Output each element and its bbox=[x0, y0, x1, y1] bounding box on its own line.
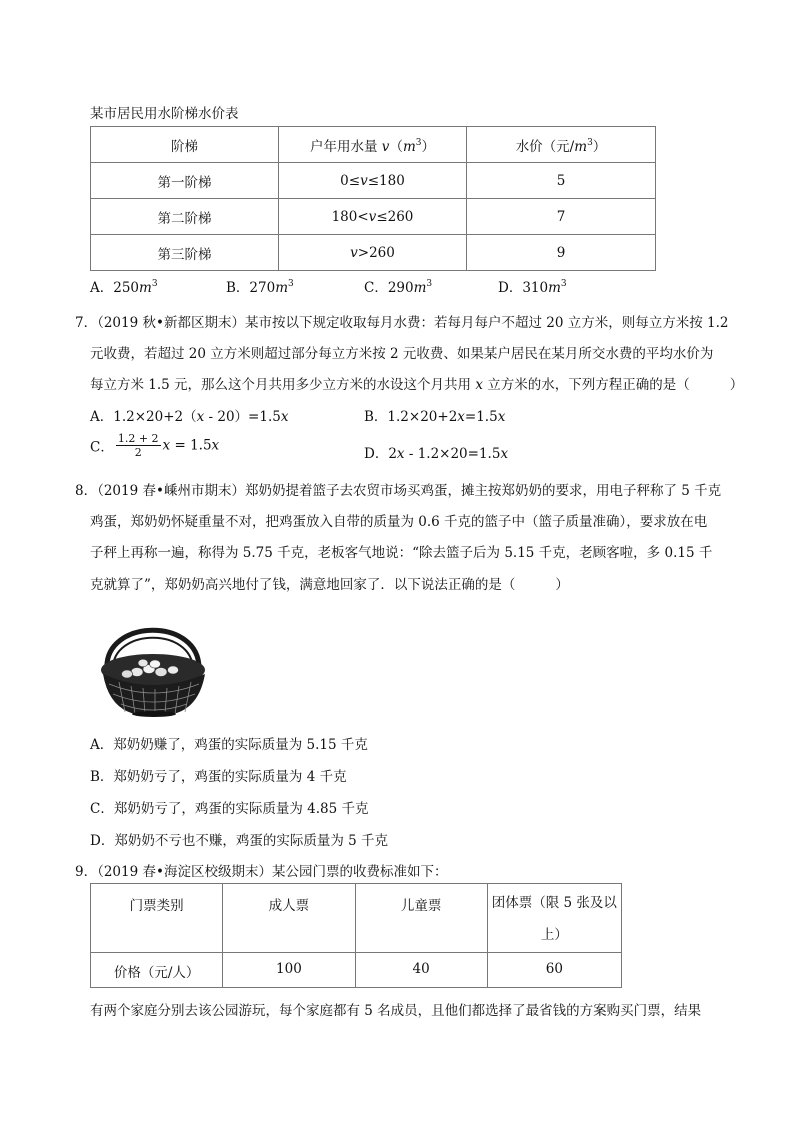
q8-text-line: 克就算了”，郑奶奶高兴地付了钱，满意地回家了．以下说法正确的是（ ） bbox=[90, 577, 569, 593]
table-header-row bbox=[91, 884, 622, 953]
range-cell: 0≤v≤180 bbox=[279, 163, 467, 199]
q7-text-line: 7．（2019 秋•新都区期末）某市按以下规定收取每月水费：若每月每户不超过 20 立方米，则每立方米按 1.2 bbox=[75, 315, 729, 331]
q7-option-b: B．1.2×20+2x=1.5x bbox=[364, 409, 506, 425]
range-cell: 180<v≤260 bbox=[279, 199, 467, 235]
q8-text-line: 鸡蛋，郑奶奶怀疑重量不对，把鸡蛋放入自带的质量为 0.6 千克的篮子中（篮子质量准确），要求放在电 bbox=[90, 514, 708, 530]
range-cell: v>260 bbox=[279, 235, 467, 271]
q8-option-c: C．郑奶奶亏了，鸡蛋的实际质量为 4.85 千克 bbox=[90, 801, 369, 817]
q7-text-line: 元收费，若超过 20 立方米则超过部分每立方米按 2 元收费、如果某户居民在某月所交水费的平均水价为 bbox=[90, 346, 714, 362]
q6-option-d: D．$310m^3$ bbox=[498, 279, 567, 296]
q8-text-line: 8．（2019 春•嵊州市期末）郑奶奶提着篮子去农贸市场买鸡蛋，摊主按郑奶奶的要求，用电子秤称了 5 千克 bbox=[75, 483, 722, 499]
price-cell: 9 bbox=[467, 235, 656, 271]
header-cell: 户年用水量 $v(m^3)$ bbox=[279, 127, 467, 163]
price-cell: 40 bbox=[355, 953, 487, 988]
q8-option-a: A．郑奶奶赚了，鸡蛋的实际质量为 5.15 千克 bbox=[90, 737, 368, 753]
egg-basket-image bbox=[95, 608, 210, 720]
q9-text-line: 9．（2019 春•海淀区校级期末）某公园门票的收费标准如下： bbox=[75, 864, 448, 880]
q8-text-line: 子秤上再称一遍，称得为 5.75 千克，老板客气地说：“除去篮子后为 5.15 千克，老顾客啦，多 0.15 千 bbox=[90, 545, 713, 561]
q7-text-line: 每立方米 1.5 元，那么这个月共用多少立方米的水设这个月共用 x 立方米的水，下列方程正确的是（ ） bbox=[90, 377, 744, 393]
table-title: 某市居民用水阶梯水价表 bbox=[90, 106, 239, 122]
header-cell: 门票类别 bbox=[91, 884, 223, 953]
q8-option-d: D．郑奶奶不亏也不赚，鸡蛋的实际质量为 5 千克 bbox=[90, 833, 388, 849]
water-price-table bbox=[90, 126, 656, 271]
q7-option-d: D．2x - 1.2×20=1.5x bbox=[364, 446, 509, 462]
price-cell: 7 bbox=[467, 199, 656, 235]
q9-text-line: 有两个家庭分别去该公园游玩，每个家庭都有 5 名成员，且他们都选择了最省钱的方案购买门票，结果 bbox=[90, 1003, 702, 1019]
price-label-cell: 价格（元/人） bbox=[91, 953, 223, 988]
header-cell: 儿童票 bbox=[355, 884, 487, 953]
fraction: $\frac{1.2 + 2}{2}$ bbox=[117, 432, 159, 459]
table-header-row bbox=[91, 127, 656, 163]
header-cell: 成人票 bbox=[223, 884, 355, 953]
header-cell: 团体票（限 5 张及以 上） bbox=[487, 884, 621, 953]
tier-cell: 第二阶梯 bbox=[91, 199, 279, 235]
table-row bbox=[91, 163, 656, 199]
tier-cell: 第三阶梯 bbox=[91, 235, 279, 271]
table-row bbox=[91, 199, 656, 235]
header-cell: 阶梯 bbox=[91, 127, 279, 163]
table-row bbox=[91, 953, 622, 988]
q6-option-a: A．$250m^3$ bbox=[90, 279, 158, 296]
q6-option-b: B．$270m^3$ bbox=[226, 279, 294, 296]
q7-option-a: A．1.2×20+2（x - 20）=1.5x bbox=[90, 409, 289, 425]
price-cell: 5 bbox=[467, 163, 656, 199]
q7-option-c: C． $\frac{1.2 + 2}{2}$ x = 1.5x bbox=[90, 432, 220, 459]
tier-cell: 第一阶梯 bbox=[91, 163, 279, 199]
q8-option-b: B．郑奶奶亏了，鸡蛋的实际质量为 4 千克 bbox=[90, 769, 347, 785]
table-row bbox=[91, 235, 656, 271]
ticket-price-table bbox=[90, 883, 622, 988]
q6-option-c: C．$290m^3$ bbox=[364, 279, 433, 296]
price-cell: 60 bbox=[487, 953, 621, 988]
header-cell: 水价（元$/m^3$） bbox=[467, 127, 656, 163]
price-cell: 100 bbox=[223, 953, 355, 988]
